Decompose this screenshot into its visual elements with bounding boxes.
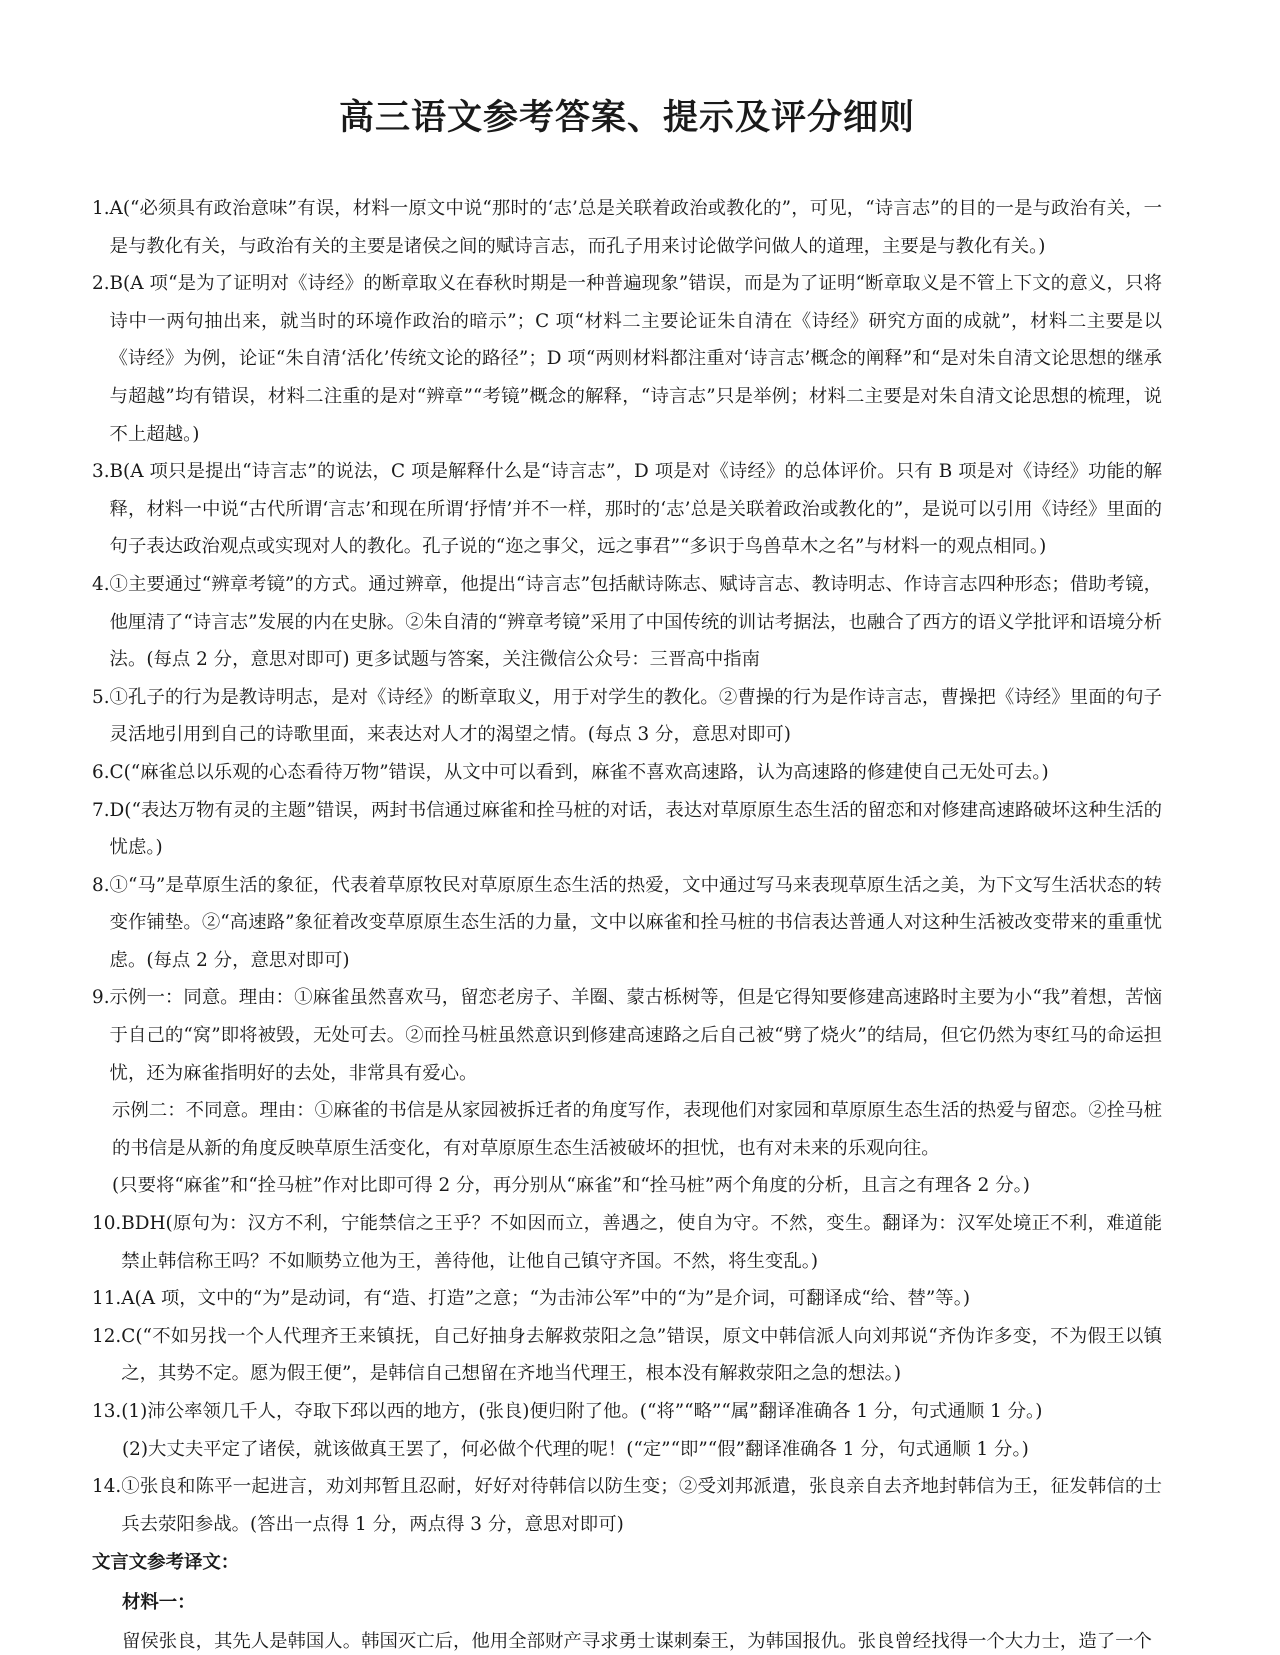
- item-text: ①孔子的行为是教诗明志，是对《诗经》的断章取义，用于对学生的教化。②曹操的行为是作诗言志，曹操把《诗经》里面的句子灵活地引用到自己的诗歌里面，来表达对人才的渴望之情。(每点 3 分，意思对即可): [109, 686, 1162, 746]
- item-text: ①“马”是草原生活的象征，代表着草原牧民对草原原生态生活的热爱，文中通过写马来表现草原生活之美，为下文写生活状态的转变作铺垫。②“高速路”象征着改变草原原生态生活的力量，文中以麻雀和拴马桩的书信表达普通人对这种生活被改变带来的重重忧虑。(每点 2 分，意思对即可): [109, 874, 1162, 971]
- translation-text: 留侯张良，其先人是韩国人。韩国灭亡后，他用全部财产寻求勇士谋刺秦王，为韩国报仇。张良曾经找得一个大力士，造了一个: [122, 1631, 1152, 1653]
- answer-item-5: [92, 679, 1162, 754]
- answer-list: [92, 190, 1162, 1655]
- item-number: 1.: [92, 198, 110, 219]
- item-number: 11.: [92, 1288, 122, 1310]
- item-number: 2.: [92, 273, 110, 295]
- answer-item-10: [92, 1205, 1162, 1280]
- page-title: 高三语文参考答案、提示及评分细则: [338, 98, 915, 138]
- answer-item-7: [92, 792, 1162, 867]
- item-number: 6.: [92, 761, 110, 783]
- item-text: B(A 项只是提出“诗言志”的说法，C 项是解释什么是“诗言志”，D 项是对《诗经》的总体评价。只有 B 项是对《诗经》功能的解释，材料一中说“古代所谓‘言志’和现在所谓‘抒情’并不一样，那时的‘志’总是关联着政治或教化的”，是说可以引用《诗经》里面的句子表达政治观点或实现对人的教化。孔子说的“迩之事父，远之事君”“多识于鸟兽草木之名”与材料一的观点相同。): [109, 461, 1162, 558]
- answer-item-13: [92, 1393, 1162, 1431]
- item-number: 8.: [92, 874, 110, 896]
- answer-item-11: [92, 1280, 1162, 1318]
- item-number: 9.: [92, 987, 110, 1009]
- item-text: D(“表达万物有灵的主题”错误，两封书信通过麻雀和拴马桩的对话，表达对草原原生态生活的留恋和对修建高速路破坏这种生活的忧虑。): [109, 799, 1162, 859]
- item-text: C(“不如另找一个人代理齐王来镇抚，自己好抽身去解救荥阳之急”错误，原文中韩信派人向刘邦说“齐伪诈多变，不为假王以镇之，其势不定。愿为假王便”，是韩信自己想留在齐地当代理王，根本没有解救荥阳之急的想法。): [121, 1325, 1162, 1385]
- item-number: 13.: [92, 1401, 122, 1422]
- item-number: 7.: [92, 799, 110, 821]
- item-number: 14.: [92, 1476, 122, 1498]
- item-text: (1)沛公率领几千人，夺取下邳以西的地方，(张良)便归附了他。(“将”“略”“属”翻译准确各 1 分，句式通顺 1 分。): [121, 1401, 1043, 1422]
- answer-item-13-part-2: (2)大丈夫平定了诸侯，就该做真王罢了，何必做个代理的呢！(“定”“即”“假”翻译准确各 1 分，句式通顺 1 分。): [122, 1438, 1029, 1460]
- answer-item-12: [92, 1318, 1162, 1393]
- answer-item-3: [92, 453, 1162, 566]
- item-text: A(A 项，文中的“为”是动词，有“造、打造”之意；“为击沛公军”中的“为”是介词，可翻译成“给、替”等。): [121, 1288, 971, 1310]
- item-number: 3.: [92, 461, 110, 483]
- answer-item-9: [92, 979, 1162, 1092]
- item-number: 10.: [92, 1213, 122, 1235]
- translation-heading: 文言文参考译文：: [92, 1552, 240, 1574]
- item-text: ①主要通过“辨章考镜”的方式。通过辨章，他提出“诗言志”包括献诗陈志、赋诗言志、教诗明志、作诗言志四种形态；借助考镜，他厘清了“诗言志”发展的内在史脉。②朱自清的“辨章考镜”采用了中国传统的训诂考据法，也融合了西方的语义学批评和语境分析法。(每点 2 分，意思对即可) 更多试题与答案，关注微信公众号：三晋高中指南: [109, 573, 1162, 671]
- item-number: 4.: [92, 573, 110, 595]
- answer-item-2: [92, 265, 1162, 453]
- item-text: 示例一：同意。理由：①麻雀虽然喜欢马，留恋老房子、羊圈、蒙古栎树等，但是它得知要修建高速路时主要为小“我”着想，苦恼于自己的“窝”即将被毁，无处可去。②而拴马桩虽然意识到修建高速路之后自己被“劈了烧火”的结局，但它仍然为枣红马的命运担忧，还为麻雀指明好的去处，非常具有爱心。: [109, 987, 1162, 1084]
- item-text: BDH(原句为：汉方不利，宁能禁信之王乎？不如因而立，善遇之，使自为守。不然，变生。翻译为：汉军处境正不利，难道能禁止韩信称王吗？不如顺势立他为王，善待他，让他自己镇守齐国。不然，将生变乱。): [121, 1213, 1162, 1272]
- answer-item-8: [92, 867, 1162, 980]
- item-text: ①张良和陈平一起进言，劝刘邦暂且忍耐，好好对待韩信以防生变；②受刘邦派遣，张良亲自去齐地封韩信为王，征发韩信的士兵去荥阳参战。(答出一点得 1 分，两点得 3 分，意思对即可): [121, 1476, 1162, 1535]
- item-text: C(“麻雀总以乐观的心态看待万物”错误，从文中可以看到，麻雀不喜欢高速路，认为高速路的修建使自己无处可去。): [109, 761, 1049, 783]
- item-text: A(“必须具有政治意味”有误，材料一原文中说“那时的‘志’总是关联着政治或教化的”，可见，“诗言志”的目的一是与政治有关，一是与教化有关，与政治有关的主要是诸侯之间的赋诗言志，而孔子用来讨论做学问做人的道理，主要是与教化有关。): [109, 198, 1162, 257]
- answer-item-1: [92, 190, 1162, 265]
- answer-item-14: [92, 1468, 1162, 1543]
- answer-item-4: [92, 566, 1162, 679]
- answer-item-9-example-2: 示例二：不同意。理由：①麻雀的书信是从家园被拆迁者的角度写作，表现他们对家园和草原原生态生活的热爱与留恋。②拴马桩的书信是从新的角度反映草原生活变化，有对草原原生态生活被破坏的担忧，也有对未来的乐观向往。: [112, 1100, 1162, 1159]
- item-text: B(A 项“是为了证明对《诗经》的断章取义在春秋时期是一种普遍现象”错误，而是为了证明“断章取义是不管上下文的意义，只将诗中一两句抽出来，就当时的环境作政治的暗示”；C 项“材料二主要论证朱自清在《诗经》研究方面的成就”，材料二主要是以《诗经》为例，论证“朱自清‘活化’传统文论的路径”；D 项“两则材料都注重对‘诗言志’概念的阐释”和“是对朱自清文论思想的继承与超越”均有错误，材料二注重的是对“辨章”“考镜”概念的解释，“诗言志”只是举例；材料二主要是对朱自清文论思想的梳理，说不上超越。): [109, 273, 1162, 445]
- answer-item-6: [92, 754, 1162, 792]
- material-1-heading: 材料一：: [122, 1592, 196, 1614]
- item-number: 12.: [92, 1325, 122, 1347]
- answer-item-9-scoring: (只要将“麻雀”和“拴马桩”作对比即可得 2 分，再分别从“麻雀”和“拴马桩”两个角度的分析，且言之有理各 2 分。): [112, 1175, 1030, 1197]
- item-number: 5.: [92, 686, 110, 708]
